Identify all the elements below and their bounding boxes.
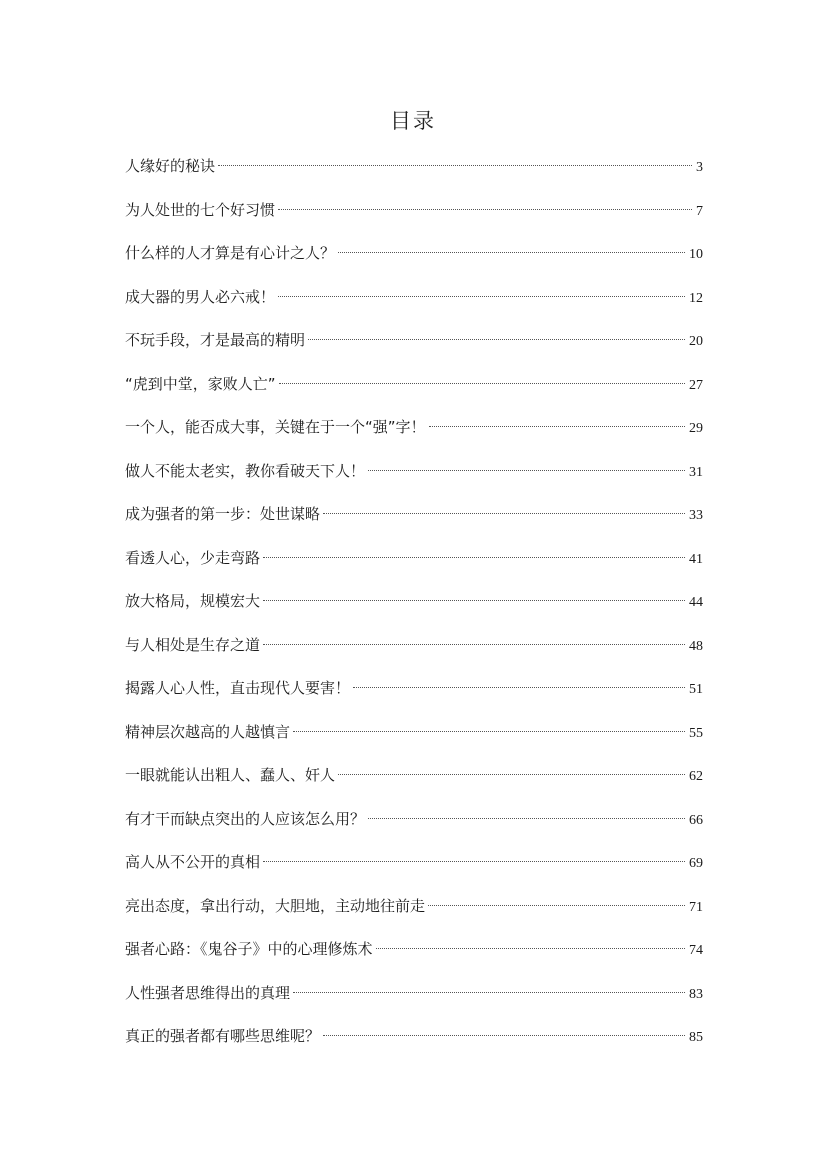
toc-entry-page-number: 27 <box>689 377 703 393</box>
dot-leader <box>323 513 685 514</box>
toc-entry-title: 强者心路：《鬼谷子》中的心理修炼术 <box>125 940 373 958</box>
toc-entry-page-number: 7 <box>696 203 703 219</box>
toc-entry-title: 亮出态度，拿出行动，大胆地，主动地往前走 <box>125 896 426 915</box>
toc-entry-title: 为人处世的七个好习惯 <box>125 200 276 219</box>
dot-leader <box>338 252 685 253</box>
toc-entry-title: 放大格局，规模宏大 <box>125 592 261 610</box>
toc-entry-title: 有才干而缺点突出的人应该怎么用？ <box>125 809 366 828</box>
toc-entry[interactable] <box>125 328 703 372</box>
dot-leader <box>278 296 685 297</box>
dot-leader <box>218 165 692 166</box>
toc-entry-page-number: 71 <box>689 899 703 915</box>
dot-leader <box>263 644 685 645</box>
toc-entry-page-number: 48 <box>689 638 703 654</box>
toc-entry[interactable] <box>125 720 703 764</box>
dot-leader <box>308 339 685 340</box>
toc-entry[interactable] <box>125 154 703 198</box>
dot-leader <box>428 905 685 906</box>
toc-entry-page-number: 74 <box>689 943 703 958</box>
toc-entry[interactable] <box>125 459 703 503</box>
dot-leader <box>263 557 685 558</box>
dot-leader <box>263 600 685 601</box>
toc-entry-title: 成为强者的第一步：处世谋略 <box>125 505 321 523</box>
toc-entry[interactable] <box>125 981 703 1025</box>
dot-leader <box>368 818 685 819</box>
toc-entry-page-number: 69 <box>689 856 703 871</box>
toc-entry-page-number: 10 <box>689 247 703 262</box>
toc-entry-title: 高人从不公开的真相 <box>125 853 261 871</box>
toc-entry-page-number: 41 <box>689 551 703 567</box>
dot-leader <box>279 383 685 384</box>
dot-leader <box>376 948 685 949</box>
toc-entry[interactable] <box>125 937 703 981</box>
toc-entry-title: 人缘好的秘诀 <box>125 157 216 175</box>
toc-entry-page-number: 29 <box>689 421 703 436</box>
dot-leader <box>368 470 685 471</box>
toc-entry-title: 不玩手段，才是最高的精明 <box>125 331 306 349</box>
toc-entry-page-number: 51 <box>689 682 703 697</box>
toc-entry-page-number: 12 <box>689 290 703 306</box>
toc-entry[interactable] <box>125 807 703 851</box>
toc-list <box>125 154 703 1068</box>
toc-entry-page-number: 20 <box>689 334 703 349</box>
dot-leader <box>429 426 685 427</box>
toc-entry[interactable] <box>125 1024 703 1068</box>
toc-entry[interactable] <box>125 372 703 416</box>
toc-entry-title: 揭露人心人性，直击现代人要害！ <box>125 679 351 697</box>
toc-entry-title: “虎到中堂，家败人亡” <box>125 374 276 393</box>
toc-entry[interactable] <box>125 633 703 677</box>
toc-entry-title: 精神层次越高的人越慎言 <box>125 722 291 741</box>
dot-leader <box>263 861 685 862</box>
toc-entry-title: 一眼就能认出粗人、蠢人、奸人 <box>125 766 336 784</box>
toc-entry-page-number: 83 <box>689 986 703 1002</box>
dot-leader <box>353 687 685 688</box>
dot-leader <box>338 774 685 775</box>
toc-entry[interactable] <box>125 285 703 329</box>
toc-entry[interactable] <box>125 546 703 590</box>
toc-entry-page-number: 85 <box>689 1030 703 1045</box>
toc-entry-page-number: 33 <box>689 508 703 523</box>
toc-entry[interactable] <box>125 502 703 546</box>
toc-entry[interactable] <box>125 589 703 633</box>
toc-entry[interactable] <box>125 198 703 242</box>
toc-entry-title: 真正的强者都有哪些思维呢？ <box>125 1027 321 1045</box>
dot-leader <box>293 992 685 993</box>
toc-entry-title: 做人不能太老实，教你看破天下人！ <box>125 461 366 480</box>
toc-entry-page-number: 3 <box>696 160 703 175</box>
toc-entry-page-number: 62 <box>689 769 703 784</box>
toc-entry[interactable] <box>125 676 703 720</box>
dot-leader <box>323 1035 685 1036</box>
toc-entry-title: 成大器的男人必六戒！ <box>125 287 276 306</box>
toc-entry-title: 人性强者思维得出的真理 <box>125 983 291 1002</box>
toc-entry-page-number: 44 <box>689 595 703 610</box>
toc-entry-page-number: 31 <box>689 464 703 480</box>
dot-leader <box>293 731 685 732</box>
toc-entry[interactable] <box>125 894 703 938</box>
toc-title: 目录 <box>390 109 436 133</box>
toc-entry-page-number: 66 <box>689 812 703 828</box>
toc-entry[interactable] <box>125 850 703 894</box>
toc-entry-title: 看透人心，少走弯路 <box>125 548 261 567</box>
toc-entry[interactable] <box>125 415 703 459</box>
toc-entry-title: 什么样的人才算是有心计之人？ <box>125 244 336 262</box>
toc-entry-title: 一个人，能否成大事，关键在于一个“强”字！ <box>125 418 426 436</box>
dot-leader <box>278 209 692 210</box>
toc-entry[interactable] <box>125 763 703 807</box>
toc-entry[interactable] <box>125 241 703 285</box>
toc-entry-title: 与人相处是生存之道 <box>125 635 261 654</box>
toc-entry-page-number: 55 <box>689 725 703 741</box>
